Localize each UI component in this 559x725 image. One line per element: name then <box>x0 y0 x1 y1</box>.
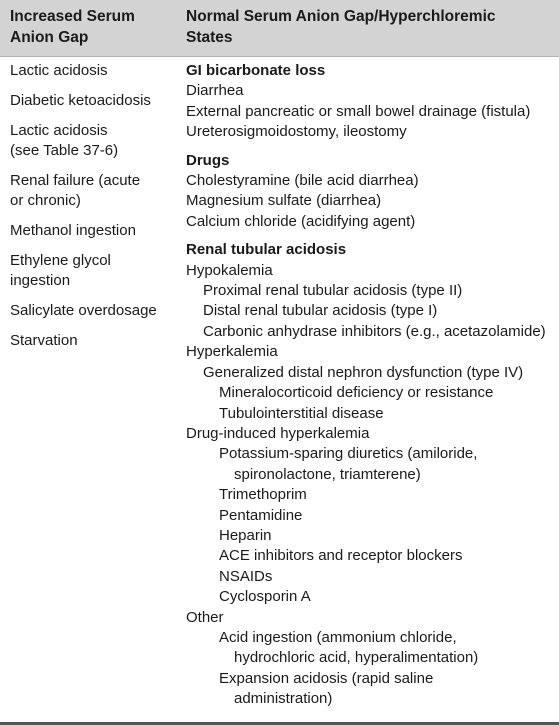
header-left-line: Increased Serum <box>10 8 135 25</box>
list-item: Generalized distal nephron dysfunction (type IV) <box>203 363 524 381</box>
item-text: Lactic acidosis <box>10 62 108 79</box>
list-item <box>10 301 178 321</box>
list-item: Pentamidine <box>219 506 303 524</box>
header-increased-anion-gap <box>10 6 170 48</box>
list-item: Calcium chloride (acidifying agent) <box>186 212 416 230</box>
header-left-line: Anion Gap <box>10 29 89 46</box>
list-item: Diarrhea <box>186 82 244 100</box>
section-heading-rta: Renal tubular acidosis <box>186 241 347 259</box>
item-text: or chronic) <box>10 192 81 209</box>
list-item: Trimethoprim <box>219 486 307 504</box>
list-item: NSAIDs <box>219 567 273 585</box>
subheading-drug-induced-hyperkalemia: Drug-induced hyperkalemia <box>186 424 370 442</box>
table-header <box>0 0 559 57</box>
section-heading-gi: GI bicarbonate loss <box>186 62 326 79</box>
item-text: Starvation <box>10 332 78 349</box>
list-item: Mineralocorticoid deficiency or resistance <box>219 384 494 402</box>
item-text: Renal failure (acute <box>10 172 141 189</box>
increased-anion-gap-column <box>10 61 178 361</box>
list-item <box>10 251 178 291</box>
list-item: Cyclosporin A <box>219 588 311 606</box>
list-item: Magnesium sulfate (diarrhea) <box>186 192 382 210</box>
list-item <box>10 171 178 211</box>
list-item <box>10 91 178 111</box>
list-item: External pancreatic or small bowel drainage (fistula) <box>186 102 531 120</box>
subheading-hypokalemia: Hypokalemia <box>186 261 273 279</box>
list-item: ACE inhibitors and receptor blockers <box>219 547 463 565</box>
list-item-continuation: administration) <box>234 690 333 708</box>
list-item: Heparin <box>219 526 272 544</box>
list-item: Ureterosigmoidostomy, ileostomy <box>186 123 407 141</box>
list-item: Potassium-sparing diuretics (amiloride, <box>219 445 478 463</box>
item-text: Lactic acidosis <box>10 122 108 139</box>
item-text: Salicylate overdosage <box>10 302 157 319</box>
item-text: Methanol ingestion <box>10 222 136 239</box>
list-item: Carbonic anhydrase inhibitors (e.g., acetazolamide) <box>203 322 546 340</box>
list-item: Expansion acidosis (rapid saline <box>219 669 434 687</box>
list-item-continuation: spironolactone, triamterene) <box>234 465 421 483</box>
item-text: Diabetic ketoacidosis <box>10 92 151 109</box>
subheading-hyperkalemia: Hyperkalemia <box>186 343 278 361</box>
header-right-line: States <box>186 29 233 46</box>
list-item <box>10 331 178 351</box>
list-item-continuation: hydrochloric acid, hyperalimentation) <box>234 649 479 667</box>
normal-anion-gap-column <box>186 61 556 710</box>
list-item: Distal renal tubular acidosis (type I) <box>203 302 438 320</box>
list-item: Tubulointerstitial disease <box>219 404 384 422</box>
section-heading-drugs: Drugs <box>186 151 230 169</box>
header-right-line: Normal Serum Anion Gap/Hyperchloremic <box>186 8 496 25</box>
list-item <box>10 121 178 161</box>
list-item <box>10 221 178 241</box>
header-normal-anion-gap <box>186 6 546 48</box>
item-text: Ethylene glycol <box>10 252 111 269</box>
list-item: Acid ingestion (ammonium chloride, <box>219 628 457 646</box>
list-item: Cholestyramine (bile acid diarrhea) <box>186 172 419 190</box>
list-item: Proximal renal tubular acidosis (type II) <box>203 282 463 300</box>
list-item <box>10 61 178 81</box>
item-text: ingestion <box>10 272 71 289</box>
item-text: (see Table 37-6) <box>10 142 119 159</box>
subheading-other: Other <box>186 608 224 626</box>
